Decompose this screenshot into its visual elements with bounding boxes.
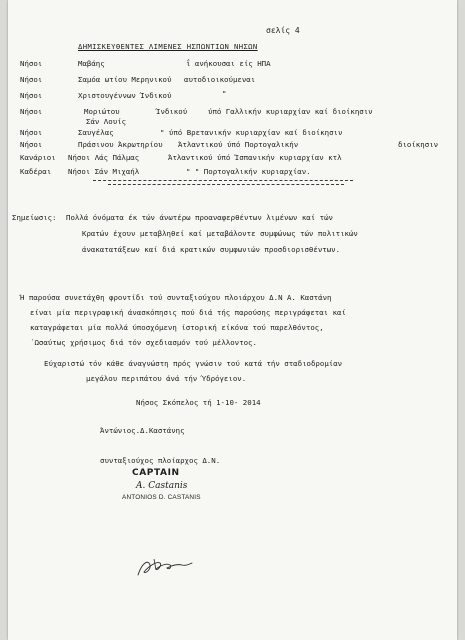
note-label: Σημείωσις: bbox=[12, 213, 57, 222]
divider-line bbox=[93, 180, 353, 181]
row-desc: Άτλαντικού ύπό Πορτογαλικήν bbox=[178, 140, 299, 149]
paragraph-line: μεγάλου περιπάτου άνά τήν Ύδρόγειον. bbox=[86, 374, 247, 383]
seal-script-name: A. Castanis bbox=[136, 481, 188, 491]
row-extra: διοίκησιν bbox=[398, 140, 439, 149]
row-desc: Άτλαντικού ύπό Ίσπανικήν κυριαρχίαν κτλ bbox=[168, 153, 342, 162]
note-line: Πολλά όνόματα έκ τών άνωτέρω προαναφερθέντων λιμένων καί τών bbox=[66, 213, 333, 222]
row-extra: ύπό Γαλλικήν κυριαρχίαν καί διοίκησιν bbox=[208, 107, 373, 116]
row-kind: Νήσοι bbox=[20, 107, 43, 116]
row-name: Μοριώτου bbox=[84, 107, 120, 116]
row-desc: " ύπό Βρετανικήν κυριαρχίαν καί διοίκησιν bbox=[160, 128, 343, 137]
row-kind: Καδέραι bbox=[20, 167, 52, 176]
author-name: Άντώνιος.Δ.Καστάνης bbox=[100, 426, 185, 435]
place-date: Νήσος Σκόπελος τή 1-10- 2014 bbox=[136, 398, 261, 407]
paragraph-line: Εύχαριστώ τόν κάθε άναγνώστη πρός γνώσιν τού κατά τήν σταδιοδρομίαν bbox=[44, 359, 343, 368]
row-name: Μαβάης bbox=[78, 59, 105, 68]
paragraph-line: Ή παρούσα συνετάχθη φροντίδι τού συνταξιούχου πλοιάρχου Δ.Ν Α. Καστάνη bbox=[20, 293, 332, 302]
row-kind: Νήσοι bbox=[20, 140, 43, 149]
note-line: Κρατών έχουν μεταβληθεί καί μεταβάλοντε συμφώνως τών πολιτικών bbox=[82, 229, 358, 238]
paragraph-line: είναι μία περιγραφική άνασκόπησις πού διά τής παρούσης περιγράφεται καί bbox=[30, 308, 346, 317]
row-name-2: Σάν Λουίς bbox=[86, 117, 127, 126]
row-name: Νήσοι Σάν Μιχαήλ bbox=[68, 167, 140, 176]
row-kind: Νήσοι bbox=[20, 91, 43, 100]
seal-full-name: ANTONIOS D. CASTANIS bbox=[122, 494, 201, 501]
document-page bbox=[8, 0, 457, 640]
note-line: άνακατατάξεων καί διά κρατικών συμφωνιών προσδιορισθέντων. bbox=[82, 245, 341, 254]
row-desc: " bbox=[222, 89, 227, 98]
paragraph-line: καταγράφεται μία πολλά ύποσχόμενη ίστορική είκόνα τού παρελθόντος, bbox=[30, 323, 324, 332]
row-name: Σαμόα ωτίου Μερηνικού bbox=[78, 75, 172, 84]
row-name: Νήσοι Λάς Πάλμας bbox=[68, 153, 140, 162]
row-name: Χριστουγέννων Ίνδικού bbox=[78, 91, 172, 100]
paragraph-line: ΄Ωσαύτως χρήσιμος διά τόν σχεδιασμόν τού μέλλοντος. bbox=[30, 338, 257, 347]
page-number: σελίς 4 bbox=[266, 26, 300, 35]
row-desc: ΐ ανήκουσαι είς ΗΠΑ bbox=[186, 59, 271, 68]
row-kind: Κανάριοι bbox=[20, 153, 56, 162]
seal-title: CAPTAIN bbox=[132, 468, 180, 478]
row-name: Πράσινου Άκρωτηρίου bbox=[78, 140, 163, 149]
divider-line bbox=[108, 184, 344, 185]
author-role: συνταξιούχος πλοίαρχος Δ.Ν. bbox=[100, 456, 221, 465]
row-desc: Ίνδικού bbox=[156, 107, 188, 116]
handwritten-signature-icon bbox=[134, 555, 196, 579]
document-title: ΔΗΜΙΣΚΕΥΘΕΝΤΕΣ ΛΙΜΕΝΕΣ ΗΣΠΩΝΤΙΩΝ ΝΗΣΩΝ bbox=[78, 42, 258, 51]
row-desc: αυτοδιοικούμεναι bbox=[184, 75, 256, 84]
row-desc: " " Πορτογαλικήν κυριαρχίαν. bbox=[186, 167, 311, 176]
row-kind: Νήσοι bbox=[20, 75, 43, 84]
row-kind: Νήσοι bbox=[20, 59, 43, 68]
row-kind: Νήσοι bbox=[20, 128, 43, 137]
row-name: Σαυγέλας bbox=[78, 128, 114, 137]
